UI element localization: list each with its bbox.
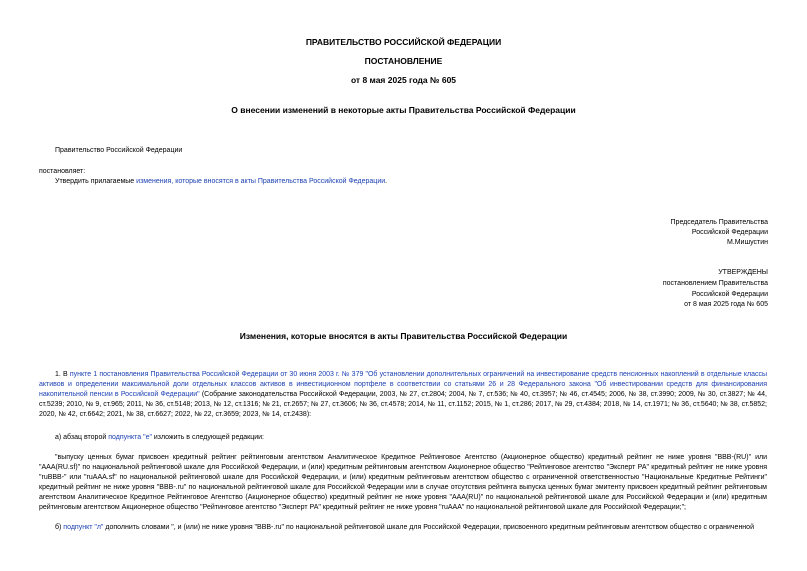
government-heading: ПРАВИТЕЛЬСТВО РОССИЙСКОЙ ФЕДЕРАЦИИ (305, 37, 502, 47)
subitem-b-prefix: б) (55, 524, 64, 531)
signature-country: Российской Федерации (691, 229, 768, 236)
changes-title: Изменения, которые вносятся в акты Правительства Российской Федерации (239, 331, 568, 341)
subitem-b-suffix: дополнить словами ", и (или) не ниже уровня "BBB-.ru" по национальной рейтинговой шкале для Российской Федерации, присвоенного кредитным рейтинговым агентством общество с ограниченной (103, 524, 754, 531)
approved-date: от 8 мая 2025 года № 605 (684, 301, 768, 308)
item-1-suffix: (Собрание законодательства Российской Федерации, 2003, № 27, ст.2804; 2004, № 7, ст.536; № 40, ст.3957; № 46, ст.4545; 2006, № 38, ст.3990; 2009, № 30, ст.3827; № 44, ст.5239; 2010, № 9, ст.965; 2011, № 36, ст.5148; 2013, № 12, ст.1316; № 21, ст.2657; № 27, ст.3606; № 36, ст.4578; 2014, № 11, ст.1152; 2015, № 1, ст.286; 2017, № 29, ст.4384; 2018, № 14, ст.1971; № 36, ст.5640; № 38, ст.5852; 2020, № 42, ст.6642; 2021, № 38, ст.6627; 2022, № 22, ст.3659; 2023, № 14, ст.2438): (39, 391, 767, 418)
subitem-a-link[interactable]: подпункта "е" (108, 434, 152, 441)
item-1-paragraph (39, 370, 767, 420)
document-title: О внесении изменений в некоторые акты Правительства Российской Федерации (231, 105, 576, 115)
document-date: от 8 мая 2025 года № 605 (350, 75, 457, 85)
approve-prefix: Утвердить прилагаемые (55, 178, 137, 185)
subitem-b-link[interactable]: подпункт "л" (63, 524, 104, 531)
signature-name: М.Мишустин (726, 239, 768, 246)
resolves-text: постановляет: (39, 168, 86, 175)
approve-paragraph (55, 177, 387, 187)
approve-suffix: . (385, 178, 388, 185)
approved-by: постановлением Правительства (662, 280, 768, 287)
changes-link[interactable]: изменения, которые вносятся в акты Правительства Российской Федерации (136, 178, 386, 185)
approved-label: УТВЕРЖДЕНЫ (718, 269, 768, 276)
quoted-text: "выпуску ценных бумаг присвоен кредитный рейтинг рейтинговым агентством Аналитическое Кредитное Рейтинговое Агентство (Акционерное общество) кредитный рейтинг не ниже уровня "BBB-(RU)" или "AAA(RU.sf)" по национальной рейтинговой шкале для Российской Федерации, и (или) кредитным рейтинговым агентством Акционерное общество "Рейтинговое агентство "Эксперт РА" кредитный рейтинг не ниже уровня "ruBBB-" или "ruAAA.sf" по национальной рейтинговой шкале для Российской Федерации, и (или) кредитным рейтинговым агентством общество с ограниченной ответственностью "Национальные Кредитные Рейтинги" кредитный рейтинг не ниже уровня "BBB-.ru" по национальной рейтинговой шкале для Российской Федерации или в случае отсутствия рейтинга выпуска ценных бумаг эмитенту присвоен кредитный рейтинг рейтинговым агентством Аналитическое Кредитное Рейтинговое Агентство (Акционерное общество) кредитный рейтинг не ниже уровня "AAA(RU)" по национальной рейтинговой шкале для Российской Федерации и (или) кредитным рейтинговым агентством Акционерное общество "Рейтинговое агентство "Эксперт РА" кредитный рейтинг не ниже уровня "ruAAA" по национальной рейтинговой шкале для Российской Федерации;"; (39, 454, 767, 511)
subitem-a-suffix: изложить в следующей редакции: (151, 434, 265, 441)
subitem-a-paragraph (39, 433, 767, 443)
subitem-b-paragraph (39, 523, 767, 533)
subitem-a-prefix: а) абзац второй (55, 434, 109, 441)
intro-text: Правительство Российской Федерации (55, 147, 183, 154)
document-type: ПОСТАНОВЛЕНИЕ (364, 56, 443, 66)
item-1-prefix: 1. В (55, 371, 70, 378)
signature-position: Председатель Правительства (670, 219, 768, 226)
item-1-link[interactable]: пункте 1 постановления Правительства Российской Федерации от 30 июня 2003 г. № 379 "Об установлении дополнительных ограничений на инвестирование средств пенсионных накоплений в отдельные классы активов и определении максимальной доли отдельных классов активов в инвестиционном портфеле в соответствии со статьями 26 и 28 Федерального закона "Об инвестировании средств для финансирования накопительной пенсии в Российской Федерации" (39, 371, 768, 398)
approved-country: Российской Федерации (691, 291, 768, 298)
